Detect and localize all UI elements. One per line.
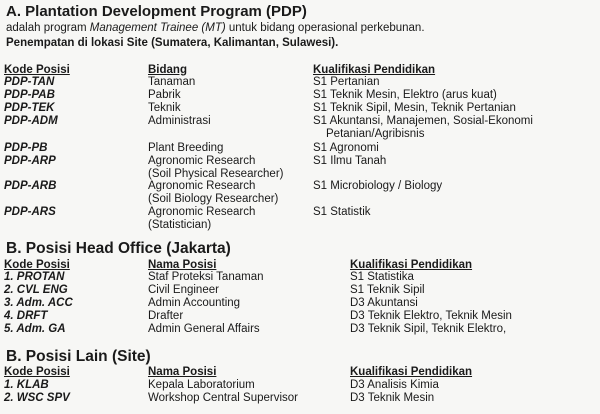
table-row-field: Agronomic Research — [148, 155, 256, 167]
intro-text-pre: adalah program — [6, 22, 90, 34]
table-row-code: 1. KLAB — [4, 379, 49, 391]
table-row-qual: S1 Pertanian — [313, 76, 380, 88]
table-row-qual: D3 Teknik Sipil, Teknik Elektro, — [350, 323, 507, 335]
table-row-code: PDP-ADM — [4, 115, 58, 127]
table-row-field: Administrasi — [148, 115, 211, 127]
table-row-name: Staf Proteksi Tanaman — [148, 271, 264, 283]
table-row-field-cont: (Soil Biology Researcher) — [148, 193, 279, 205]
table-row-qual: D3 Analisis Kimia — [350, 379, 439, 391]
table-row-code: PDP-ARP — [4, 155, 56, 167]
table-row-qual: S1 Agronomi — [313, 142, 379, 154]
section-a-heading: A. Plantation Development Program (PDP) — [6, 3, 307, 20]
table-row-field-cont: (Statistician) — [148, 219, 212, 231]
col-header-name: Nama Posisi — [148, 259, 217, 271]
table-row-qual: S1 Statistika — [350, 271, 414, 283]
table-row-code: 4. DRFT — [4, 310, 48, 322]
table-row-field: Teknik — [148, 102, 181, 114]
table-row-name: Drafter — [148, 310, 184, 322]
table-row-field: Agronomic Research — [148, 206, 256, 218]
table-row-qual: S1 Teknik Mesin, Elektro (arus kuat) — [313, 89, 497, 101]
table-row-qual: S1 Teknik Sipil — [350, 284, 425, 296]
table-row-name: Admin General Affairs — [148, 323, 260, 335]
col-header-qual: Kualifikasi Pendidikan — [350, 366, 473, 378]
table-row-code: PDP-ARB — [4, 180, 57, 192]
table-row-qual: S1 Ilmu Tanah — [313, 155, 387, 167]
intro-text-italic: Management Trainee (MT) — [89, 22, 226, 34]
table-row-code: 2. WSC SPV — [4, 392, 70, 404]
table-row-code: PDP-TAN — [4, 76, 55, 88]
table-row-qual: D3 Akuntansi — [350, 297, 418, 309]
table-row-qual: S1 Microbiology / Biology — [313, 180, 443, 192]
col-header-name: Nama Posisi — [148, 366, 217, 378]
table-row-code: 1. PROTAN — [4, 271, 65, 283]
table-row-code: 3. Adm. ACC — [4, 297, 73, 309]
table-row-field: Plant Breeding — [148, 142, 224, 154]
table-row-code: PDP-PB — [4, 142, 48, 154]
table-row-name: Civil Engineer — [148, 284, 219, 296]
section-c-heading: B. Posisi Lain (Site) — [6, 348, 151, 365]
table-row-field-cont: (Soil Physical Researcher) — [148, 168, 284, 180]
table-row-code: 5. Adm. GA — [4, 323, 66, 335]
section-b-heading: B. Posisi Head Office (Jakarta) — [6, 240, 231, 257]
table-row-qual: S1 Statistik — [313, 206, 371, 218]
section-a-intro — [6, 22, 425, 35]
table-row-qual: D3 Teknik Elektro, Teknik Mesin — [350, 310, 512, 322]
col-header-qual: Kualifikasi Pendidikan — [350, 259, 473, 271]
table-row-name: Admin Accounting — [148, 297, 241, 309]
table-row-qual: S1 Akuntansi, Manajemen, Sosial-Ekonomi — [313, 115, 533, 127]
table-row-qual: S1 Teknik Sipil, Mesin, Teknik Pertanian — [313, 102, 516, 114]
col-header-code: Kode Posisi — [4, 64, 70, 76]
table-row-field: Tanaman — [148, 76, 196, 88]
table-row-qual-cont: Petanian/Agribisnis — [326, 128, 425, 140]
table-row-code: PDP-TEK — [4, 102, 55, 114]
table-row-code: PDP-PAB — [4, 89, 55, 101]
table-row-code: PDP-ARS — [4, 206, 56, 218]
intro-text-post: untuk bidang operasional perkebunan. — [225, 22, 425, 34]
table-row-qual: D3 Teknik Mesin — [350, 392, 435, 404]
col-header-field: Bidang — [148, 64, 187, 76]
col-header-code: Kode Posisi — [4, 259, 70, 271]
table-row-field: Pabrik — [148, 89, 181, 101]
section-a-placement: Penempatan di lokasi Site (Sumatera, Kalimantan, Sulawesi). — [6, 37, 339, 49]
table-row-field: Agronomic Research — [148, 180, 256, 192]
col-header-qual: Kualifikasi Pendidikan — [313, 64, 436, 76]
col-header-code: Kode Posisi — [4, 366, 70, 378]
table-row-code: 2. CVL ENG — [4, 284, 68, 296]
table-row-name: Workshop Central Supervisor — [148, 392, 298, 404]
table-row-name: Kepala Laboratorium — [148, 379, 255, 391]
